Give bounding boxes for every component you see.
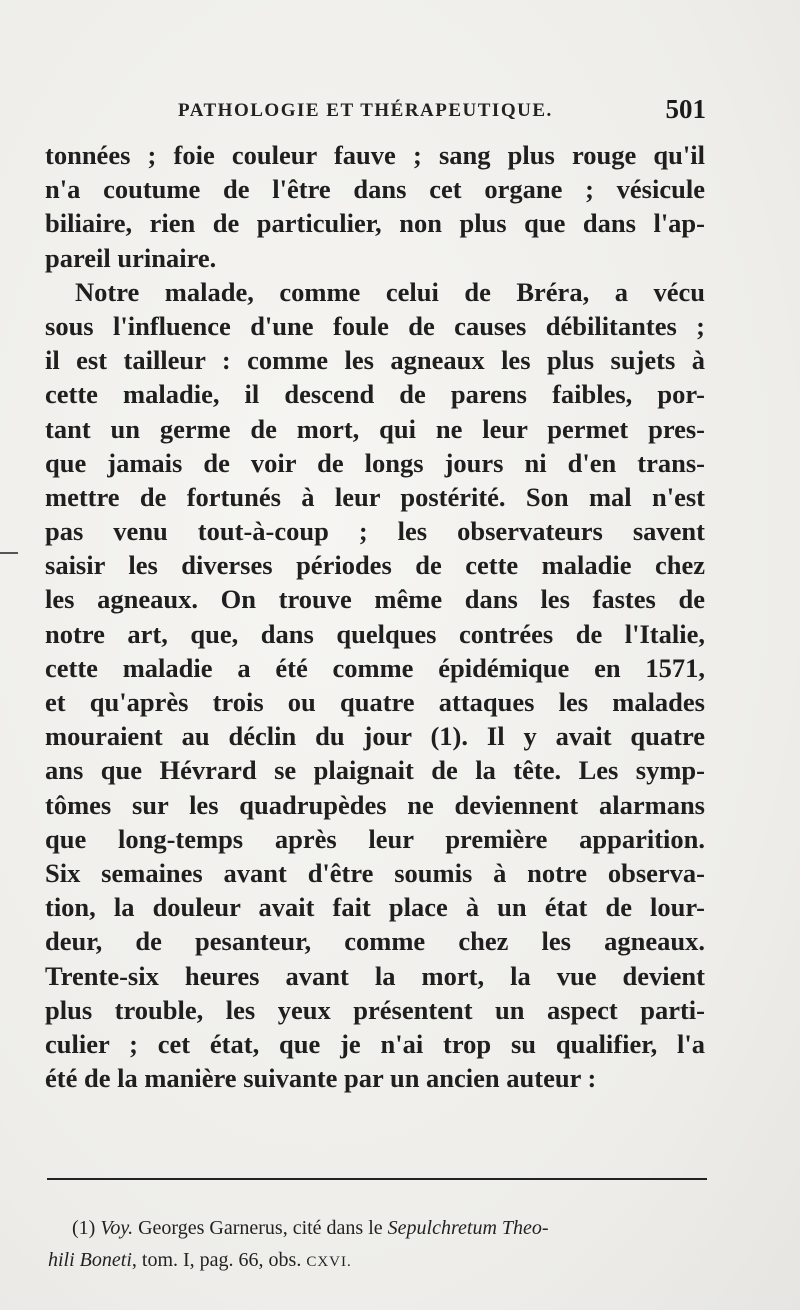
text-line: que jamais de voir de longs jours ni d'en trans- xyxy=(45,447,705,478)
text-line: plus trouble, les yeux présentent un aspect parti- xyxy=(45,994,705,1025)
page-number: 501 xyxy=(665,94,706,124)
text-line: pas venu tout-à-coup ; les observateurs savent xyxy=(45,516,705,547)
footnote-line-1 xyxy=(72,1212,712,1244)
text-line: tant un germe de mort, qui ne leur permet pres- xyxy=(45,413,705,444)
footnote-voy: Voy. xyxy=(100,1217,134,1239)
text-line: deur, de pesanteur, comme chez les agneaux. xyxy=(45,926,705,957)
text-line: cette maladie a été comme épidémique en 1571, xyxy=(45,652,705,683)
page-header xyxy=(40,96,716,136)
text-line: et qu'après trois ou quatre attaques les malades xyxy=(45,687,705,717)
footnote-obs-number: CXVI. xyxy=(306,1254,352,1270)
text-line: biliaire, rien de particulier, non plus que dans l'ap- xyxy=(45,208,705,239)
text-line: été de la manière suivante par un ancien auteur : xyxy=(45,1063,597,1094)
text-line: saisir les diverses périodes de cette maladie chez xyxy=(45,550,705,581)
text-line: tonnées ; foie couleur fauve ; sang plus rouge qu'il xyxy=(45,140,705,170)
text-line: Notre malade, comme celui de Bréra, a vécu xyxy=(75,276,705,307)
footnote-marker: (1) xyxy=(72,1217,96,1239)
text-line: que long-temps après leur première apparition. xyxy=(45,823,705,854)
text-line: mettre de fortunés à leur postérité. Son mal n'est xyxy=(45,481,705,512)
text-line: tômes sur les quadrupèdes ne deviennent alarmans xyxy=(45,789,705,820)
footnote-text-b: , tom. I, pag. 66, obs. xyxy=(131,1249,302,1271)
text-line: pareil urinaire. xyxy=(45,242,217,273)
footnote-line-2 xyxy=(48,1244,712,1278)
footnote-text-a: Georges Garnerus, cité dans le xyxy=(138,1217,383,1239)
running-title: PATHOLOGIE ET THÉRAPEUTIQUE. xyxy=(178,100,553,121)
text-line: mouraient au déclin du jour (1). Il y avait quatre xyxy=(45,721,705,752)
text-line: tion, la douleur avait fait place à un état de lour- xyxy=(45,892,705,923)
text-line: cette maladie, il descend de parens faibles, por- xyxy=(45,379,705,410)
text-line: n'a coutume de l'être dans cet organe ; vésicule xyxy=(45,174,705,205)
text-line: sous l'influence d'une foule de causes débilitantes ; xyxy=(45,310,705,341)
text-line: culier ; cet état, que je n'ai trop su qualifier, l'a xyxy=(45,1028,705,1059)
text-line: ans que Hévrard se plaignait de la tête. Les symp- xyxy=(45,755,705,786)
margin-mark xyxy=(0,552,18,554)
footnote xyxy=(48,1212,712,1278)
text-line: il est tailleur : comme les agneaux les plus sujets à xyxy=(45,345,705,376)
text-line: les agneaux. On trouve même dans les fastes de xyxy=(45,584,705,615)
footnote-work-title-b: hili Boneti xyxy=(48,1249,132,1271)
footnote-work-title-a: Sepulchretum Theo- xyxy=(387,1217,549,1239)
footnote-rule xyxy=(47,1178,707,1180)
text-line: Six semaines avant d'être soumis à notre observa- xyxy=(45,857,705,888)
text-line: Trente-six heures avant la mort, la vue devient xyxy=(45,960,705,991)
body-text xyxy=(45,138,705,1095)
text-line: notre art, que, dans quelques contrées de l'Italie, xyxy=(45,618,705,649)
